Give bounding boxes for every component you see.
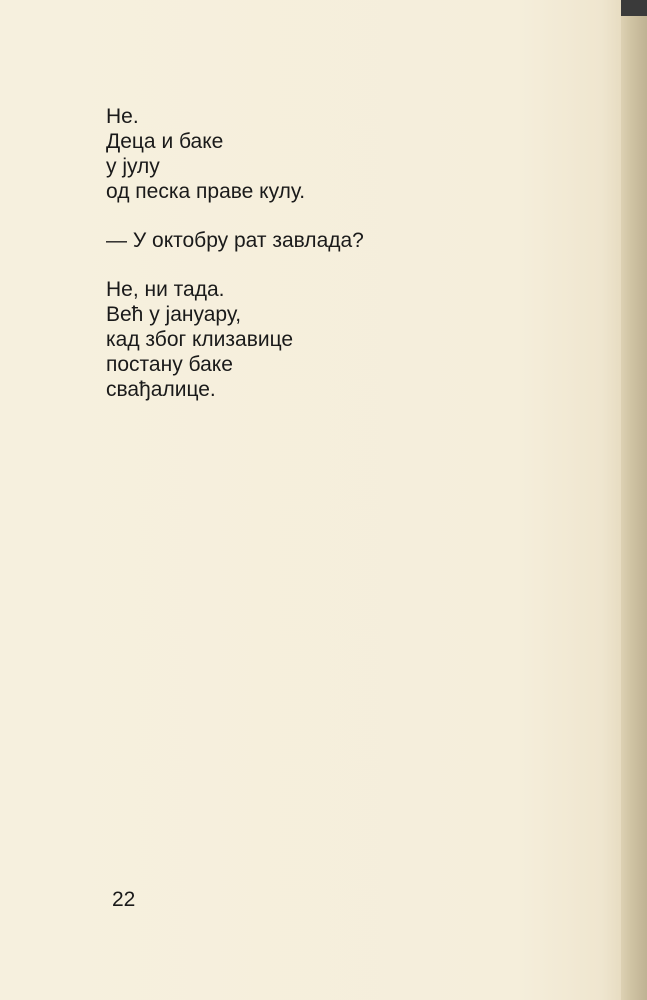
stanza-2 <box>106 228 364 253</box>
poem-line: Не, ни тада. <box>106 278 225 301</box>
poem-line: од песка праве кулу. <box>106 180 306 203</box>
poem-line: кад због клизавице <box>106 328 294 351</box>
page-number: 22 <box>112 888 136 911</box>
stanza-1 <box>106 104 364 204</box>
poem-line: — У октобру рат завлада? <box>106 229 364 252</box>
poem-line: Не. <box>106 105 139 128</box>
poem-line: Деца и баке <box>106 130 224 153</box>
book-spine-edge <box>621 0 647 1000</box>
spine-top-edge <box>621 0 647 16</box>
poem-text <box>106 104 364 402</box>
poem-line: постану баке <box>106 353 233 376</box>
poem-line: свађалице. <box>106 378 216 401</box>
poem-line: Већ у јануару, <box>106 303 242 326</box>
poem-line: у јулу <box>106 155 160 178</box>
stanza-3 <box>106 277 364 402</box>
